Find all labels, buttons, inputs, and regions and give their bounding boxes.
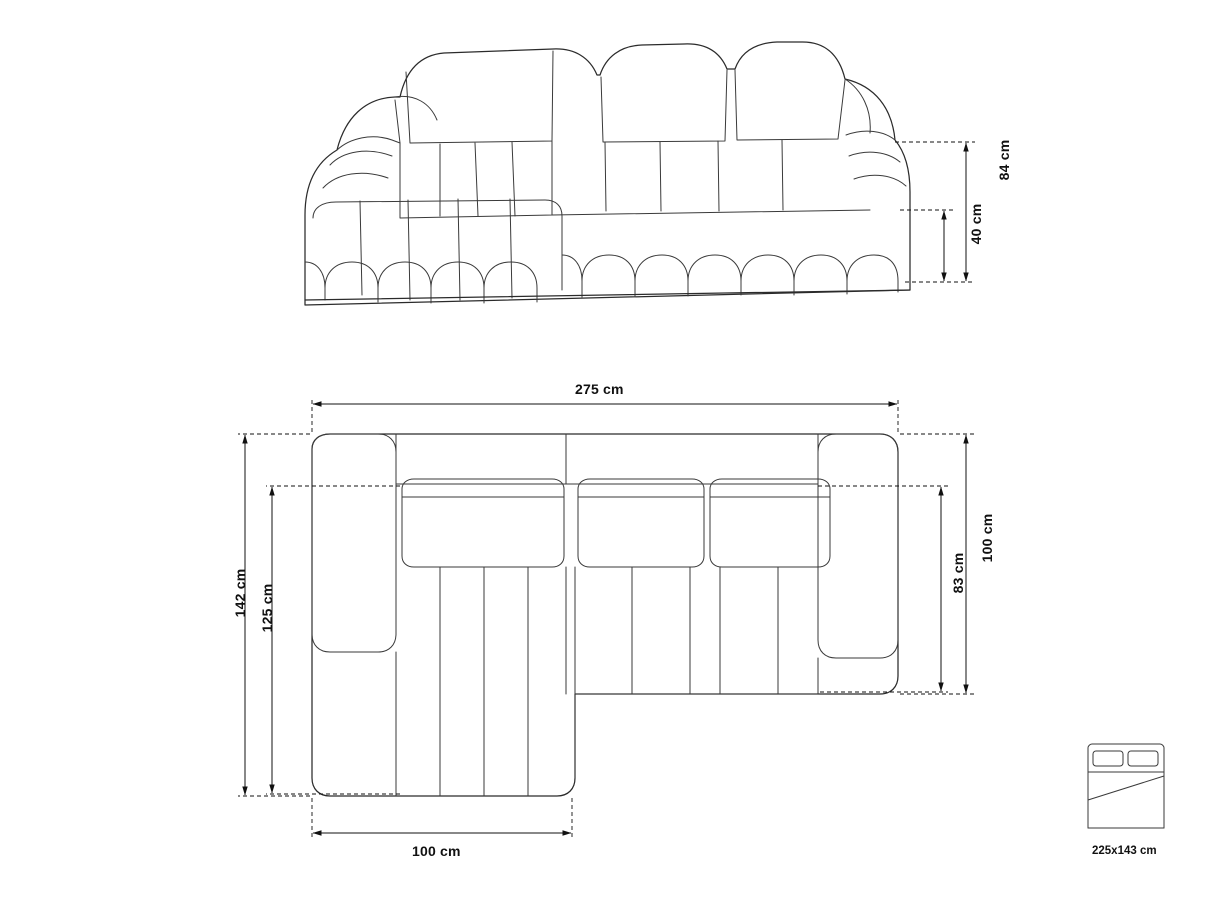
dimension-label-depth-142: 142 cm [232, 568, 248, 618]
dimension-label-width-275: 275 cm [575, 381, 624, 397]
bed-size-label: 225x143 cm [1092, 845, 1157, 857]
dimension-label-depth-125: 125 cm [259, 583, 275, 633]
dimension-label-height-84: 84 cm [996, 139, 1012, 181]
front-view-sofa [305, 42, 910, 305]
dimension-label-seat-depth-83: 83 cm [950, 552, 966, 594]
top-view-dimensions [238, 398, 975, 840]
top-view-sofa [312, 434, 898, 796]
dimension-label-depth-100: 100 cm [979, 513, 995, 563]
dimension-label-seat-height-40: 40 cm [968, 203, 984, 245]
dimension-label-chaise-width-100: 100 cm [412, 843, 461, 859]
bed-size-icon [1088, 744, 1164, 828]
